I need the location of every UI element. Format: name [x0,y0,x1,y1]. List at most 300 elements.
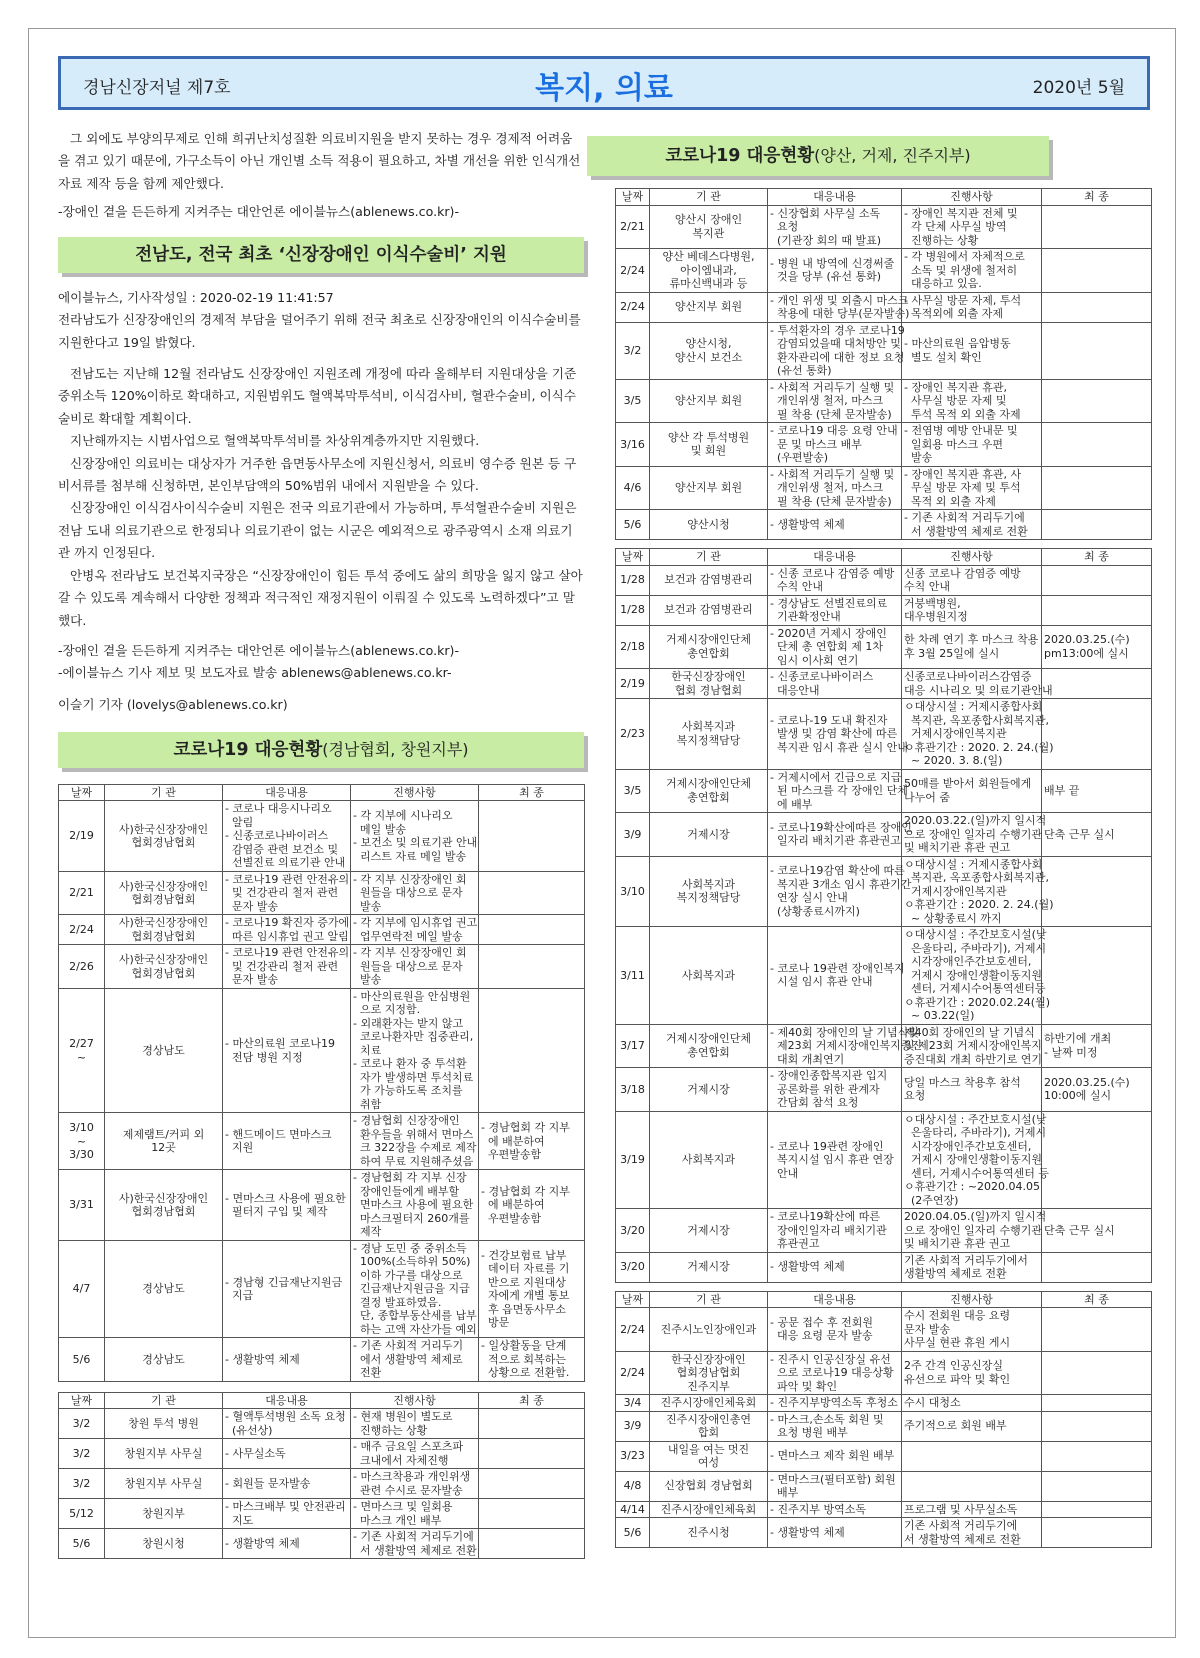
table-row [59,1529,585,1559]
table-row [616,322,1152,379]
table-cell: 진주시장애인체육회 [650,1395,768,1412]
table-cell: 창원지부 사무실 [105,1469,223,1499]
table-cell: 1/28 [616,595,650,625]
source-line: -장애인 곁을 든든하게 지켜주는 대안언론 에이블뉴스(ablenews.co.kr)- [58,642,460,658]
table-cell: 한국신장장애인 협회 경남협회 [650,669,768,699]
table-cell: 3/20 [616,1209,650,1253]
table-cell: 진주시장애인총연 합회 [650,1411,768,1441]
table-cell: - 사회적 거리두기 실행 및 개인위생 철저, 마스크 필 착용 (단체 문자발송) [768,379,902,423]
table-cell: - 마산의료원 음압병동 별도 설치 확인 [902,322,1042,379]
table-cell: 2020.03.25.(수) 10:00에 실시 [1042,1068,1152,1112]
table-row [616,510,1152,540]
table-cell [1042,379,1152,423]
table-row [616,1068,1152,1112]
column-header: 기 관 [105,784,223,801]
table-cell: 진주시노인장애인과 [650,1308,768,1352]
table-cell: 기존 사회적 거리두기에서 생활방역 체제로 전환 [902,1252,1042,1282]
covid-title-gyeongnam [58,732,584,768]
table-cell: 2020.03.22.(일)까지 일시적 으로 장애인 일자리 수행기관 및 배치기관 휴관 권고 [902,813,1042,857]
table-cell [1042,669,1152,699]
column-header: 기 관 [650,189,768,206]
table-cell: 1/28 [616,565,650,595]
table-row [616,813,1152,857]
table-row [616,1351,1152,1395]
table-cell: 5/6 [616,510,650,540]
table-cell: - 건강보험료 납부 데이터 자료를 기 반으로 지원대상 자에게 개별 통보 후 읍면동사무소 방문 [479,1240,585,1338]
table-cell: - 생활방역 체제 [768,510,902,540]
table-cell [1042,1411,1152,1441]
table-cell: 경상남도 [105,988,223,1113]
table-cell: 양산지부 회원 [650,466,768,510]
table-cell: 3/16 [616,423,650,467]
table-cell: - 코로나19 대응 요령 안내 문 및 마스크 배부 (우편발송) [768,423,902,467]
table-cell: 수시 대청소 [902,1395,1042,1412]
column-header: 진행사항 [902,189,1042,206]
table-row [59,1499,585,1529]
table-row [616,769,1152,813]
table-cell: - 진주지부방역소독 후청소 [768,1395,902,1412]
table-cell: - 일상활동을 단계 적으로 회복하는 상황으로 전환함. [479,1338,585,1382]
table-cell: 경상남도 [105,1338,223,1382]
table-header-row [59,784,585,801]
table-cell: - 각 지부에 시나리오 메일 발송 - 보건소 및 의료기관 안내 리스트 자료 메일 발송 [351,801,479,872]
table-cell: - 장애인종합복지관 입지 공론화를 위한 관계자 간담회 참석 요청 [768,1068,902,1112]
table-cell: 거제시장애인단체 총연합회 [650,625,768,669]
covid-title: 코로나19 대응현황 [173,739,323,760]
table-cell: - 사무실소독 [223,1439,351,1469]
table-cell: 진주시장애인체육회 [650,1501,768,1518]
table-cell: - 사회적 거리두기 실행 및 개인위생 철저, 마스크 필 착용 (단체 문자발송) [768,466,902,510]
table-cell: ㅇ대상시설 : 거제시종합사회 복지관, 옥포종합사회복지관, 거제시장애인복지관 ㅇ휴관기간 : 2020. 2. 24.(월) ~ 상황종료시 까지 [902,856,1042,927]
table-cell: 양산시청 [650,510,768,540]
table-cell [1042,927,1152,1025]
table-row [616,1209,1152,1253]
table-gyeongnam [58,784,584,1382]
table-row [59,801,585,872]
table-yangsan [615,188,1151,540]
table-cell: 거제시장 [650,813,768,857]
table-cell: - 경남협회 각 지부 신장 장애인들에게 배부할 면마스크 사용에 필요한 마스크필터지 260개를 제작 [351,1170,479,1241]
table-cell: 3/2 [59,1409,105,1439]
table-cell: 양산지부 회원 [650,379,768,423]
table-cell: 기존 사회적 거리두기에 서 생활방역 체제로 전환 [902,1518,1042,1548]
table-cell: 창원 투석 병원 [105,1409,223,1439]
table-cell: 3/20 [616,1252,650,1282]
table-cell: - 면마스크 및 일회용 마스크 개인 배부 [351,1499,479,1529]
table-row [616,1441,1152,1471]
table-cell: 3/9 [616,813,650,857]
table-cell: ㅇ대상시설 : 주간보호시설(낮 은울타리, 주바라기), 거제시 시각장애인주간보호센터, 거제시 장애인생활이동지원 센터, 거제시수어통역센터등 ㅇ휴관기간 : 2020.02.24(월) ~ 03.22(일) [902,927,1042,1025]
table-cell: - 면마스크 제작 회원 배부 [768,1441,902,1471]
table-cell: 경상남도 [105,1240,223,1338]
table-cell: 2/24 [616,1308,650,1352]
column-header: 진행사항 [902,1291,1042,1308]
table-cell: - 개인 위생 및 외출시 마스크 착용에 대한 당부(문자발송) [768,292,902,322]
column-header: 기 관 [650,549,768,566]
table-cell: 창원지부 [105,1499,223,1529]
table-cell: - 코로나 19관련 장애인복지 시설 임시 휴관 안내 [768,927,902,1025]
table-cell: 프로그램 및 사무실소독 [902,1501,1042,1518]
table-cell: - 회원들 문자발송 [223,1469,351,1499]
table-cell: 창원지부 사무실 [105,1439,223,1469]
table-cell: 2/18 [616,625,650,669]
table-cell: - 경상남도 선별진료의료 기관확정안내 [768,595,902,625]
table-cell: - 매주 금요일 스포츠파 크내에서 자체진행 [351,1439,479,1469]
table-row [59,1170,585,1241]
table-cell [479,1499,585,1529]
table-row [616,205,1152,249]
table-cell [1042,856,1152,927]
journal-issue: 경남신장저널 제7호 [83,78,231,98]
column-header: 최 종 [479,784,585,801]
table-cell: 3/10 ~ 3/30 [59,1113,105,1170]
table-cell: 50매를 받아서 회원들에게 나누어 줌 [902,769,1042,813]
table-cell: 주기적으로 회원 배부 [902,1411,1042,1441]
table-cell: 신장협회 경남협회 [650,1471,768,1501]
table-cell: - 면마스크(필터포함) 회원 배부 [768,1471,902,1501]
table-cell: 거제시장 [650,1068,768,1112]
table-cell [479,915,585,945]
table-cell [479,988,585,1113]
table-cell [1042,1441,1152,1471]
table-cell: ㅇ대상시설 : 거제시종합사회 복지관, 옥포종합사회복지관, 거제시장애인복지관 ㅇ휴관기간 : 2020. 2. 24.(월) ~ 2020. 3. 8.(일) [902,699,1042,770]
table-cell: - 경남협회 신장장애인 환우들을 위해서 면마스 크 322장을 수제로 제작 하여 무료 지원해주셨음 [351,1113,479,1170]
table-cell [479,945,585,989]
table-cell [1042,1308,1152,1352]
table-cell [1042,1111,1152,1209]
table-cell: 양산시 장애인 복지관 [650,205,768,249]
table-cell: - 마스크배부 및 안전관리 지도 [223,1499,351,1529]
table-cell: 사회복지과 복지정책담당 [650,856,768,927]
table-cell: - 경남형 긴급재난지원금 지급 [223,1240,351,1338]
table-cell [479,1409,585,1439]
table-row [616,595,1152,625]
table-cell: 양산시청, 양산시 보건소 [650,322,768,379]
table-cell: 사회복지과 [650,927,768,1025]
table-row [616,625,1152,669]
table-cell: - 투석환자의 경우 코로나19 감염되었을때 대처방안 및 환자관리에 대한 정보 요청 (유선 통화) [768,322,902,379]
table-row [616,249,1152,293]
table-row [59,1469,585,1499]
table-cell [1042,1501,1152,1518]
article-dateline: 에이블뉴스, 기사작성일 : 2020-02-19 11:41:57 [58,290,334,306]
table-cell: - 각 병원에서 자체적으로 소독 및 위생에 철저히 대응하고 있음. [902,249,1042,293]
issue-date: 2020년 5월 [1032,78,1125,98]
table-cell: 사)한국신장장애인 협회경남협회 [105,915,223,945]
table-row [616,1395,1152,1412]
column-header: 날짜 [616,189,650,206]
table-cell: 4/6 [616,466,650,510]
table-cell: - 마스크,손소독 회원 및 요청 병원 배부 [768,1411,902,1441]
table-cell: - 진주시 인공신장실 유선 으로 코로나19 대응상황 파악 및 확인 [768,1351,902,1395]
table-header-row [616,189,1152,206]
table-cell [479,871,585,915]
table-cell: - 진주지부 방역소독 [768,1501,902,1518]
table-cell: - 코로나19감염 확산에 따른 복지관 3개소 임시 휴관기간 연장 실시 안내 (상황종료시까지) [768,856,902,927]
table-cell: 한국신장장애인 협회경남협회 진주지부 [650,1351,768,1395]
table-cell: 2주 간격 인공신장실 유선으로 파악 및 확인 [902,1351,1042,1395]
table-row [616,856,1152,927]
table-cell: - 마스크착용과 개인위생 관련 수시로 문자발송 [351,1469,479,1499]
table-header-row [59,1392,585,1409]
intro-paragraph: 그 외에도 부양의무제로 인해 희귀난치성질환 의료비지원을 받지 못하는 경우 경제적 어려움을 겪고 있기 때문에, 가구소득이 아닌 개인별 소득 적용이 필요하고, 차별 개선을 위한 인식개선 자료 제작 등을 함께 제안했다. [58,131,581,191]
table-cell: 2/27 ~ [59,988,105,1113]
table-cell [1042,1395,1152,1412]
table-cell: 사)한국신장장애인 협회경남협회 [105,801,223,872]
table-cell [1042,1252,1152,1282]
table-changwon [58,1392,584,1560]
table-cell: 단축 근무 실시 [1042,813,1152,857]
table-geoje [615,548,1151,1283]
table-cell: 2020.04.05.(일)까지 일시적 으로 장애인 일자리 수행기관 및 배치기관 휴관 권고 [902,1209,1042,1253]
table-cell [1042,423,1152,467]
table-cell: 2020.03.25.(수) pm13:00에 실시 [1042,625,1152,669]
table-cell: 3/5 [616,769,650,813]
table-cell [1042,205,1152,249]
table-cell: - 코로나19 확진자 증가에 따른 임시휴업 권고 알림 [223,915,351,945]
table-cell: 사)한국신장장애인 협회경남협회 [105,871,223,915]
covid-title: 코로나19 대응현황 [665,146,815,166]
table-cell: 거붕백병원, 대우병원지정 [902,595,1042,625]
table-cell: 2/24 [616,292,650,322]
table-cell: 2/19 [59,801,105,872]
column-header: 진행사항 [351,784,479,801]
table-cell: 5/6 [59,1338,105,1382]
table-row [616,292,1152,322]
table-cell: - 코로나-19 도내 확진자 발생 및 감염 확산에 따른 복지관 임시 휴관 실시 안내 [768,699,902,770]
table-cell [1042,292,1152,322]
table-cell: 단축 근무 실시 [1042,1209,1152,1253]
table-row [616,1518,1152,1548]
table-cell: 4/8 [616,1471,650,1501]
table-row [59,1439,585,1469]
table-cell: 4/14 [616,1501,650,1518]
table-cell: 내일을 여는 멋진 여성 [650,1441,768,1471]
table-cell: 사회복지과 [650,1111,768,1209]
table-cell: - 경남협회 각 지부 에 배분하여 우편발송함 [479,1113,585,1170]
table-row [59,915,585,945]
table-cell: 신종코로나바이러스감염증 대응 시나리오 및 의료기관안내 [902,669,1042,699]
table-row [59,1338,585,1382]
table-cell: - 코로나19 관련 안전유의 및 건강관리 철저 관련 문자 발송 [223,871,351,915]
table-cell: - 코로나19확산에 따른 장애인일자리 배치기관 휴관권고 [768,1209,902,1253]
table-cell [479,1439,585,1469]
source-line: -장애인 곁을 든든하게 지켜주는 대안언론 에이블뉴스(ablenews.co.kr)- [58,204,460,220]
table-row [616,1411,1152,1441]
table-cell: 제제램트/커피 외 12곳 [105,1113,223,1170]
table-cell: - 코로나 대응시나리오 알림 - 신종코로나바이러스 감염증 관련 보건소 및 선별진료 의료기관 안내 [223,801,351,872]
table-cell: - 생활방역 체제 [768,1252,902,1282]
article-paragraph: 전라남도가 신장장애인의 경제적 부담을 덜어주기 위해 전국 최초로 신장장애인의 이식수술비를 지원한다고 19일 밝혔다. [58,312,581,350]
covid-subtitle: (양산, 거제, 진주지부) [814,146,971,165]
table-cell: 5/6 [616,1518,650,1548]
table-row [616,1501,1152,1518]
table-cell [1042,249,1152,293]
table-cell: - 혈액투석병원 소독 요청 (유선상) [223,1409,351,1439]
column-header: 날짜 [616,549,650,566]
column-header: 대응내용 [768,189,902,206]
table-cell: 당일 마스크 착용후 참석 요청 [902,1068,1042,1112]
table-cell: - 면마스크 사용에 필요한 필터지 구입 및 제작 [223,1170,351,1241]
table-row [616,1471,1152,1501]
table-cell: 양산 각 투석병원 및 회원 [650,423,768,467]
table-cell: 2/24 [59,915,105,945]
table-row [616,1111,1152,1209]
table-cell: - 코로나 19관련 장애인 복지시설 임시 휴관 연장 안내 [768,1111,902,1209]
table-cell: 보건과 감염병관리 [650,595,768,625]
table-cell: - 각 지부 신장장애인 회 원들을 대상으로 문자 발송 [351,945,479,989]
table-cell: 2/24 [616,1351,650,1395]
table-cell: - 생활방역 체제 [223,1338,351,1382]
table-cell: - 현재 병원이 별도로 진행하는 상황 [351,1409,479,1439]
table-cell [1042,466,1152,510]
table-cell: 보건과 감염병관리 [650,565,768,595]
column-header: 날짜 [59,784,105,801]
table-cell: 2/21 [616,205,650,249]
table-cell: 5/12 [59,1499,105,1529]
table-cell: 3/17 [616,1024,650,1068]
table-cell: 5/6 [59,1529,105,1559]
table-cell [1042,1351,1152,1395]
table-row [616,1308,1152,1352]
table-cell [1042,510,1152,540]
table-cell [479,1469,585,1499]
table-cell: 2/24 [616,249,650,293]
table-cell: - 코로나19확산에따른 장애인 일자리 배치기관 휴관권고 [768,813,902,857]
table-cell: - 생활방역 체제 [223,1529,351,1559]
source-line: -에이블뉴스 기사 제보 및 보도자료 발송 ablenews@ablenews.co.kr- [58,664,452,680]
table-cell: - 2020년 거제시 장애인 단체 총 연합회 제 1차 임시 이사회 연기 [768,625,902,669]
table-row [59,1240,585,1338]
table-cell: 거제시장 [650,1252,768,1282]
table-cell [1042,1471,1152,1501]
column-header: 기 관 [105,1392,223,1409]
right-column [615,136,1151,1548]
table-cell: - 전염병 예방 안내문 및 일회용 마스크 우편 발송 [902,423,1042,467]
column-header: 대응내용 [223,784,351,801]
page-header [58,56,1150,110]
table-cell: 제40회 장애인의 날 기념식 및 제23회 거제시장애인복지 증진대회 개최 하반기로 연기 [902,1024,1042,1068]
column-header: 진행사항 [351,1392,479,1409]
table-cell: 3/18 [616,1068,650,1112]
table-header-row [616,549,1152,566]
column-header: 날짜 [59,1392,105,1409]
article-paragraph: 신장장애인 의료비는 대상자가 거주한 읍면동사무소에 지원신청서, 의료비 영수증 원본 등 구비서류를 첨부해 신청하면, 본인부담액의 50%범위 내에서 지원받을 수 있다. [58,455,577,494]
table-cell: - 마산의료원을 안심병원 으로 지정함. - 외래환자는 받지 않고 코로나환자만 집중관리, 치료 - 코로나 환자 중 투석환 자가 발생하면 투석치료 가 가능하도록 조치를 취함 [351,988,479,1113]
table-cell: 거제시장애인단체 총연합회 [650,769,768,813]
table-cell: - 생활방역 체제 [768,1518,902,1548]
table-cell: 2/21 [59,871,105,915]
table-cell [479,1529,585,1559]
column-header: 최 종 [1042,1291,1152,1308]
table-cell: - 코로나19 관련 안전유의 및 건강관리 철저 관련 문자 발송 [223,945,351,989]
table-cell: - 기존 사회적 거리두기에 서 생활방역 체제로 전환 [902,510,1042,540]
table-cell: - 경남 도민 중 중위소득 100%(소득하위 50%) 이하 가구를 대상으로 긴급재난지원금을 지급 결정 발표하였음. 단, 종합부동산세를 납부 하는 고액 자산가들 예외 [351,1240,479,1338]
table-cell [1042,595,1152,625]
table-cell: - 핸드메이드 면마스크 지원 [223,1113,351,1170]
table-cell: 2/23 [616,699,650,770]
table-cell: - 신장협회 사무실 소독 요청 (기관장 회의 때 발표) [768,205,902,249]
table-row [616,1252,1152,1282]
column-header: 최 종 [479,1392,585,1409]
table-cell: - 기존 사회적 거리두기 에서 생활방역 체제로 전환 [351,1338,479,1382]
table-cell [902,1441,1042,1471]
table-cell: ㅇ대상시설 : 주간보호시설(낮 은울타리, 주바라기), 거제시 시각장애인주간보호센터, 거제시 장애인생활이동지원 센터, 거제시수어통역센터 등 ㅇ휴관기간 : ~2020.04.05 (2주연장) [902,1111,1042,1209]
table-cell: 양산 베데스다병원, 아이엠내과, 류마신백내과 등 [650,249,768,293]
column-header: 대응내용 [768,1291,902,1308]
left-column [58,128,584,1559]
table-cell: 3/2 [59,1439,105,1469]
table-cell: - 신종 코로나 감염증 예방 수칙 안내 [768,565,902,595]
column-header: 진행사항 [902,549,1042,566]
table-cell [1042,565,1152,595]
table-row [59,871,585,915]
table-cell: 3/5 [616,379,650,423]
table-cell: - 마산의료원 코로나19 전담 병원 지정 [223,988,351,1113]
table-header-row [616,1291,1152,1308]
table-cell: 사)한국신장장애인 협회경남협회 [105,1170,223,1241]
table-cell: 양산지부 회원 [650,292,768,322]
covid-subtitle: (경남협회, 창원지부) [322,739,469,759]
table-cell: 3/10 [616,856,650,927]
table-cell: - 사무실 방문 자제, 투석 목적외에 외출 자제 [902,292,1042,322]
table-cell: - 병원 내 방역에 신경써줄 것을 당부 (유선 통화) [768,249,902,293]
table-cell: - 기존 사회적 거리두기에 서 생활방역 체제로 전환 [351,1529,479,1559]
column-header: 최 종 [1042,189,1152,206]
article-paragraph: 지난해까지는 시범사업으로 혈액복막투석비를 차상위계층까지만 지원했다. [70,433,480,449]
table-cell: 한 차례 연기 후 마스크 착용 후 3월 25일에 실시 [902,625,1042,669]
table-cell [1042,699,1152,770]
table-row [616,669,1152,699]
table-cell: - 장애인 복지관 휴관, 사 무실 방문 자제 및 투석 목적 외 외출 자제 [902,466,1042,510]
article-paragraph: 안병옥 전라남도 보건복지국장은 “신장장애인이 힘든 투석 중에도 삶의 희망을 잃지 않고 살아갈 수 있도록 계속해서 다양한 정책과 적극적인 재정지원이 이뤄질 수 있도록 노력하겠다”고 말했다. [58,567,583,628]
table-jinju [615,1291,1151,1549]
table-cell: 사)한국신장장애인 협회경남협회 [105,945,223,989]
table-cell: - 제40회 장애인의 날 기념식및 제23회 거제시장애인복지증진 대회 개최연기 [768,1024,902,1068]
reporter-line: 이슬기 기자 (lovelys@ablenews.co.kr) [58,696,288,712]
table-cell: 배부 끝 [1042,769,1152,813]
table-cell: 3/11 [616,927,650,1025]
covid-title-yangsan [587,136,1049,176]
table-cell: - 각 지부에 임시휴업 권고 업무연락전 메일 발송 [351,915,479,945]
table-row [616,927,1152,1025]
table-cell: - 공문 접수 후 전회원 대응 요령 문자 발송 [768,1308,902,1352]
table-cell: 3/19 [616,1111,650,1209]
table-cell: 2/19 [616,669,650,699]
column-header: 날짜 [616,1291,650,1308]
table-row [616,466,1152,510]
table-cell: - 장애인 복지관 휴관, 사무실 방문 자제 및 투석 목적 외 외출 자제 [902,379,1042,423]
column-header: 최 종 [1042,549,1152,566]
table-cell [902,1471,1042,1501]
table-row [616,699,1152,770]
table-cell: 3/23 [616,1441,650,1471]
column-header: 대응내용 [768,549,902,566]
table-cell: - 경남협회 각 지부 에 배분하여 우편발송함 [479,1170,585,1241]
table-row [616,565,1152,595]
article-paragraph: 신장장애인 이식검사이식수술비 지원은 전국 의료기관에서 가능하며, 투석혈관수술비 지원은 전남 도내 의료기관으로 한정되나 의료기관이 없는 시군은 예외적으로 광주광역시 소재 의료기관 까지 인정된다. [58,500,577,561]
page-title: 복지, 의료 [535,71,673,106]
table-cell [1042,1518,1152,1548]
table-row [59,1409,585,1439]
table-cell: 신종 코로나 감염증 예방 수칙 안내 [902,565,1042,595]
column-header: 기 관 [650,1291,768,1308]
table-row [59,1113,585,1170]
table-cell: - 거제시에서 긴급으로 지급 된 마스크를 각 장애인 단체 에 배부 [768,769,902,813]
table-cell: 창원시청 [105,1529,223,1559]
table-cell: 수시 전회원 대응 요령 문자 발송 사무실 현관 휴원 게시 [902,1308,1042,1352]
table-cell: 하반기에 개최 - 날짜 미정 [1042,1024,1152,1068]
